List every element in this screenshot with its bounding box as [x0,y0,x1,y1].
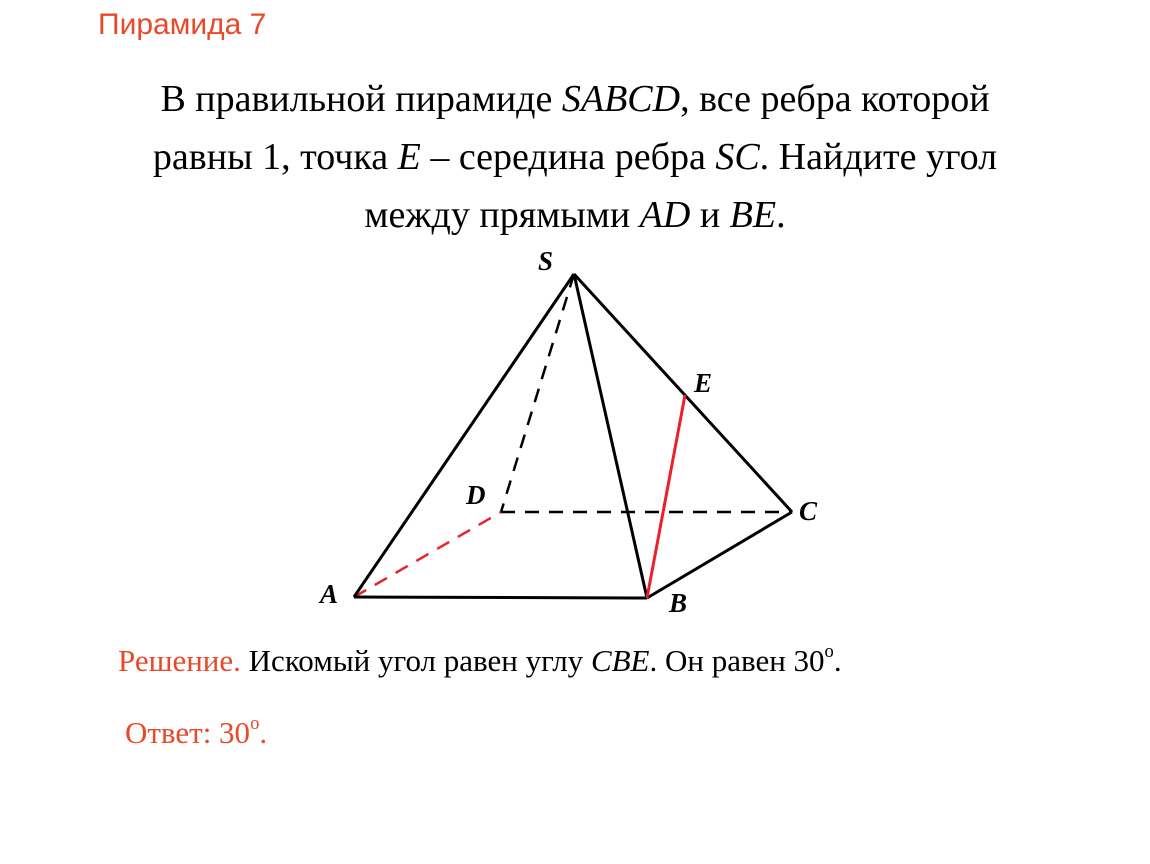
vertex-label-e: E [694,368,713,398]
problem-text: В правильной пирамиде [160,78,562,120]
edge-name: SC [715,136,760,178]
point-name: E [397,136,421,178]
problem-text: . Найдите угол [759,136,998,178]
segment-be [647,395,685,598]
problem-text: равны 1, точка [152,136,398,178]
edge-sb [574,274,647,598]
vertex-label-s: S [538,246,554,276]
pyramid-name: SABCD [561,78,681,120]
problem-text: , все ребра которой [680,78,990,120]
line-name: AD [639,194,691,236]
solution-label: Решение. [118,643,241,678]
line-name: BE [729,194,777,236]
edge-sa [354,274,574,597]
vertex-label-a: A [320,579,339,609]
edge-sd [501,274,574,512]
edge-sc [574,274,792,512]
slide-title: Пирамида 7 [98,8,267,41]
vertex-label-c: C [799,496,818,526]
problem-text: . [776,194,786,236]
vertex-label-b: B [669,588,688,618]
solution-body: . [833,643,842,678]
problem-text: и [690,194,730,236]
edge-bc [647,512,792,598]
answer-label: Ответ: 30 [125,715,251,750]
vertex-label-d: D [466,480,486,510]
degree-mark: o [250,713,260,735]
answer-text [125,715,267,751]
degree-mark: o [824,641,834,663]
answer-end: . [259,715,268,750]
solution-text [118,643,842,679]
edge-ab [354,597,647,598]
edge-ad [354,512,501,597]
angle-name: CBE [590,643,650,678]
solution-body: Искомый угол равен углу [240,643,591,678]
solution-body: . Он равен 30 [649,643,825,678]
problem-text: – середина ребра [420,136,716,178]
problem-text: между прямыми [364,194,640,236]
